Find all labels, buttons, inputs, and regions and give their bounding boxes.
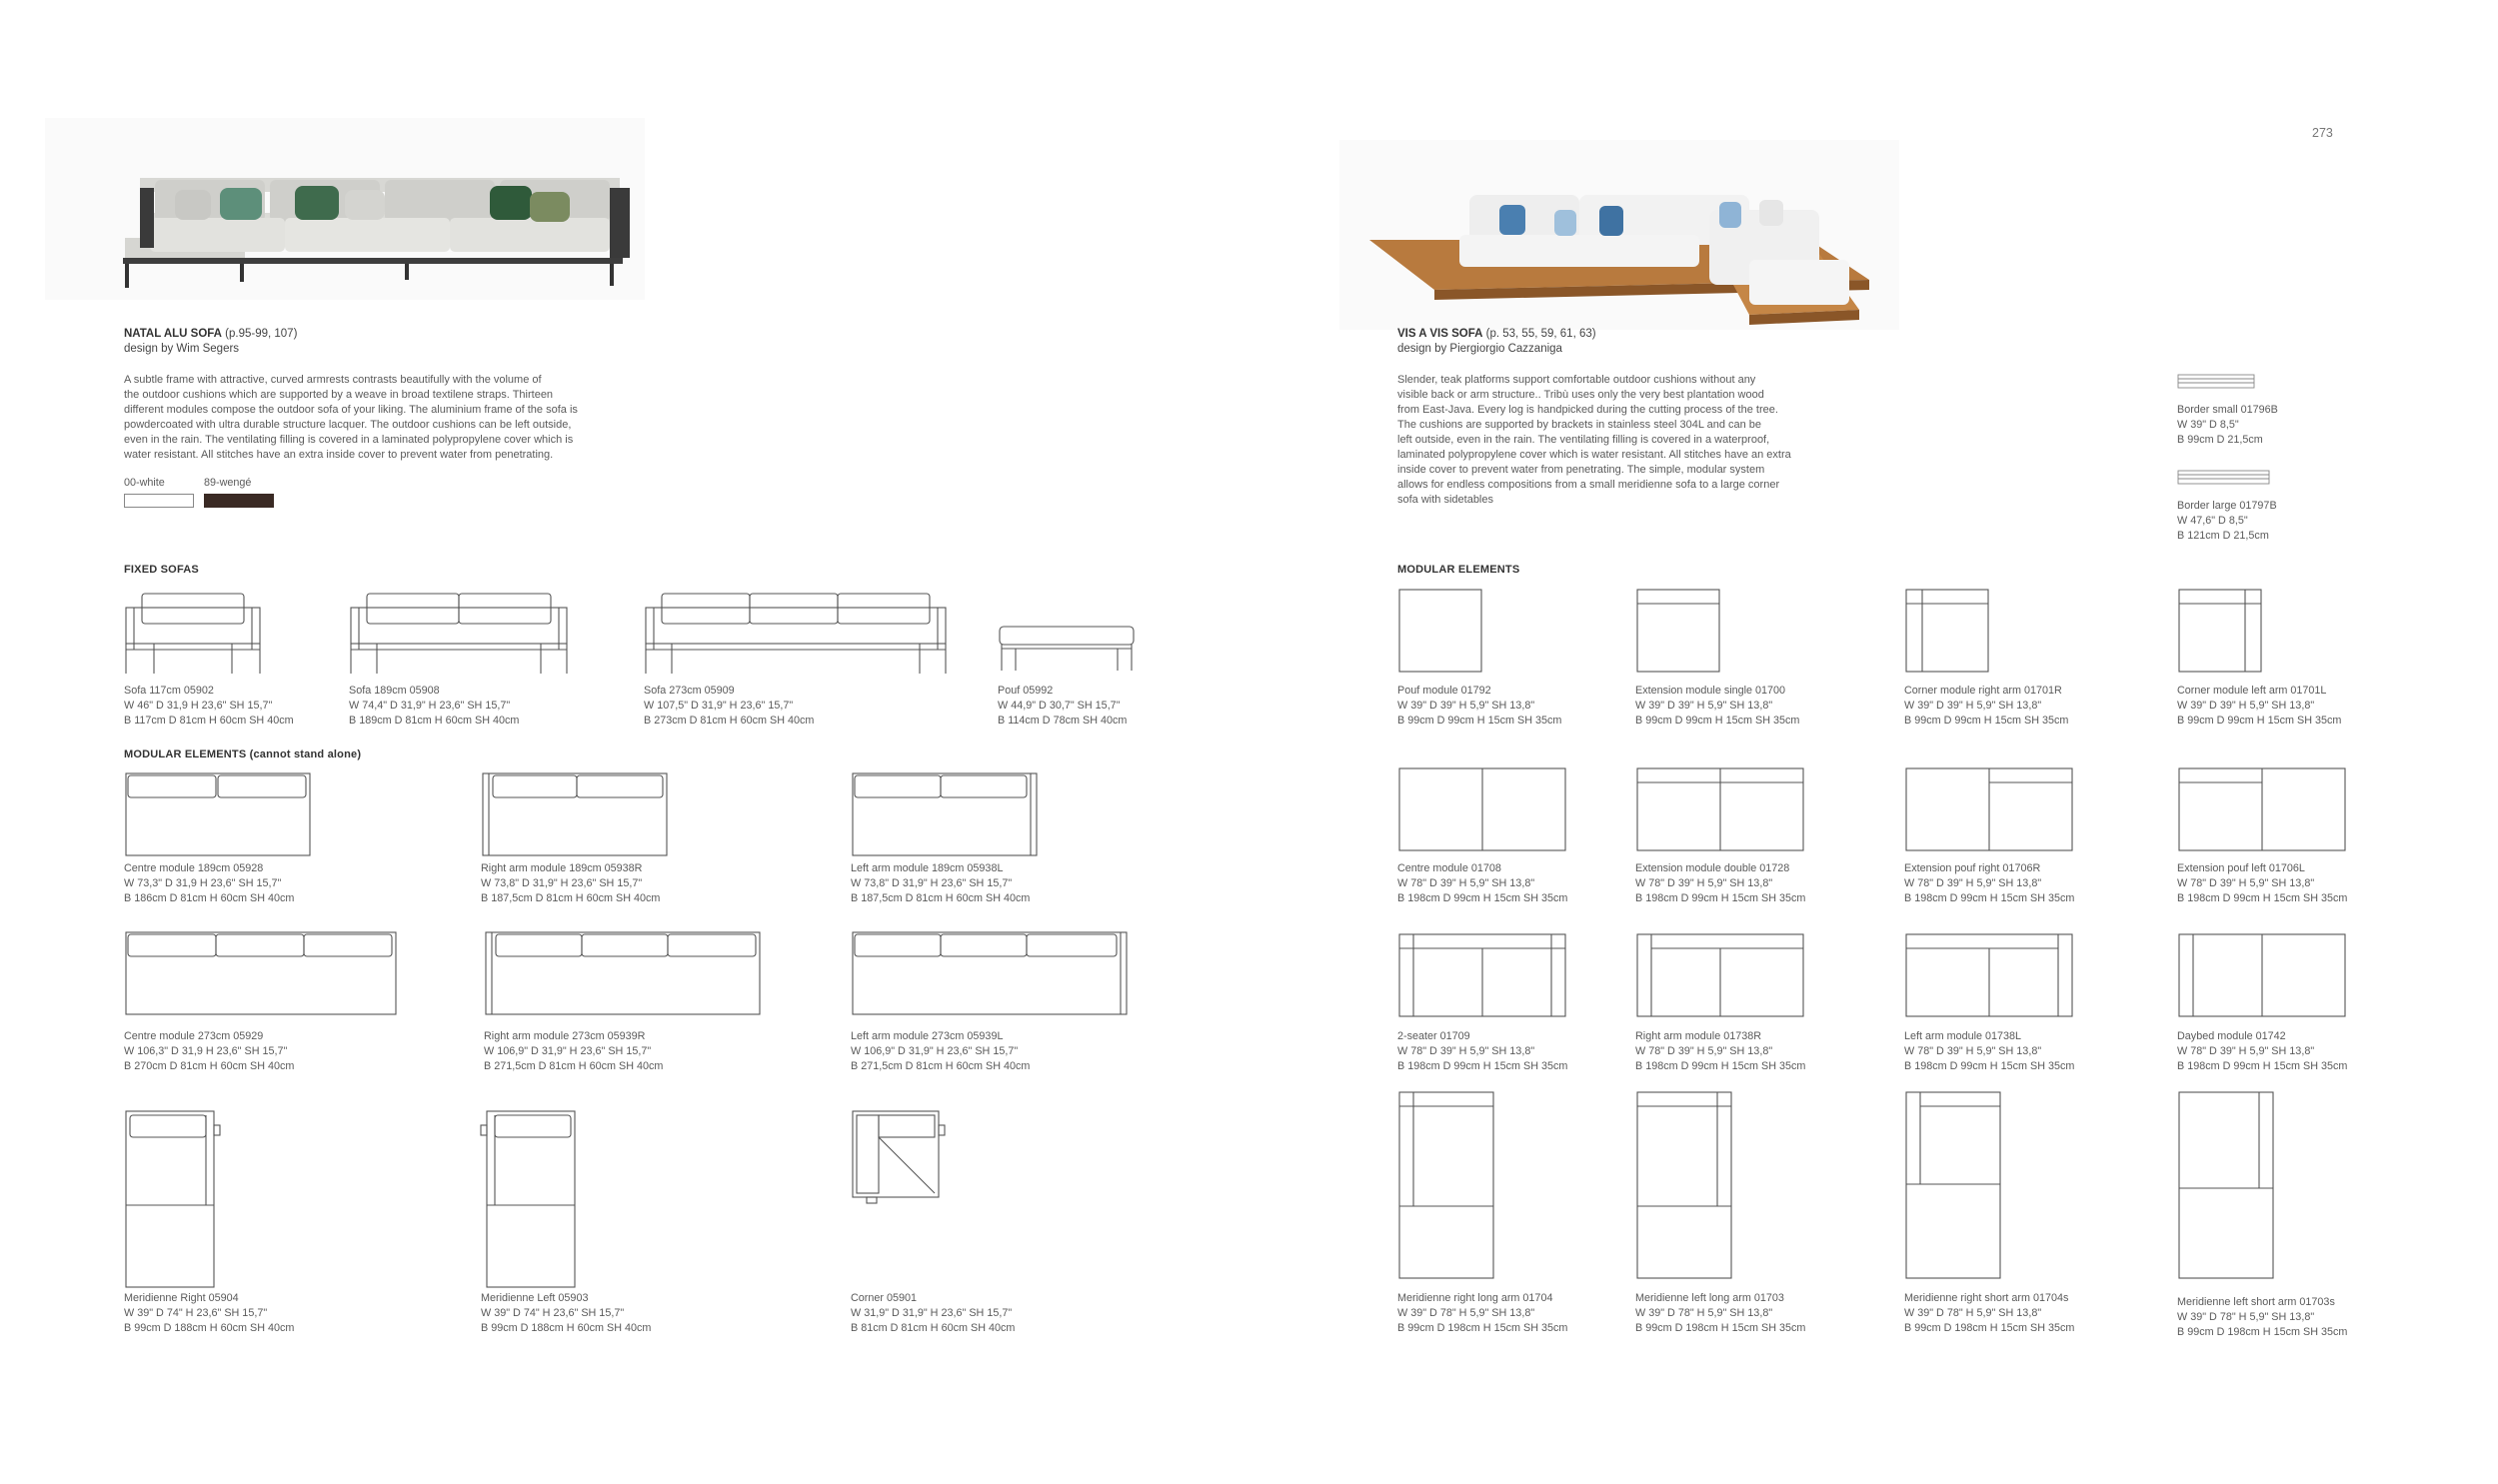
- modular-caption: [124, 1291, 294, 1336]
- modular-caption: [1635, 861, 1805, 906]
- dimensions-imperial: W 39" D 78" H 5,9" SH 13,8": [1397, 1307, 1535, 1319]
- dimensions-imperial: W 78" D 39" H 5,9" SH 13,8": [1904, 877, 2042, 889]
- dimensions-imperial: W 78" D 39" H 5,9" SH 13,8": [1904, 1045, 2042, 1057]
- drawing-extension-double: [1635, 766, 1807, 856]
- modular-heading-left: MODULAR ELEMENTS (cannot stand alone): [124, 748, 362, 760]
- drawing-sofa-117: [124, 590, 264, 680]
- natal-sofa-photo: [45, 118, 645, 300]
- drawing-meridienne-right-short: [1904, 1090, 2004, 1280]
- dimensions-imperial: W 39" D 78" H 5,9" SH 13,8": [1904, 1307, 2042, 1319]
- product-name: Meridienne Right 05904: [124, 1292, 239, 1304]
- visavis-desc-line: laminated polypropylene cover which is water resistant. All stitches have an extra: [1397, 449, 1791, 461]
- dimensions-metric: B 99cm D 198cm H 15cm SH 35cm: [1904, 1322, 2075, 1334]
- fixed-sofa-caption: [349, 684, 519, 729]
- visavis-desc-line: left outside, even in the rain. The ventilating filling is covered in a waterproof,: [1397, 434, 1770, 446]
- drawing-extension-single: [1635, 588, 1725, 678]
- visavis-desc-line: allows for endless compositions from a small meridienne sofa to a large corner: [1397, 479, 1780, 491]
- product-name: Corner module left arm 01701L: [2177, 685, 2327, 697]
- dimensions-imperial: W 73,8" D 31,9" H 23,6" SH 15,7": [481, 877, 643, 889]
- dimensions-metric: B 99cm D 21,5cm: [2177, 434, 2263, 446]
- product-name: Extension pouf left 01706L: [2177, 862, 2305, 874]
- dimensions-imperial: W 78" D 39" H 5,9" SH 13,8": [1635, 1045, 1773, 1057]
- dimensions-imperial: W 39" D 78" H 5,9" SH 13,8": [1635, 1307, 1773, 1319]
- drawing-centre-189: [124, 771, 314, 861]
- drawing-extension-pouf-right: [1904, 766, 2076, 856]
- drawing-sofa-273: [644, 590, 949, 680]
- modular-caption: [2177, 861, 2347, 906]
- dimensions-imperial: W 39" D 74" H 23,6" SH 15,7": [481, 1307, 625, 1319]
- dimensions-imperial: W 46" D 31,9 H 23,6" SH 15,7": [124, 700, 273, 712]
- dimensions-metric: B 198cm D 99cm H 15cm SH 35cm: [1397, 1060, 1568, 1072]
- color-swatch-wenge: [204, 494, 274, 508]
- drawing-meridienne-left-short: [2177, 1090, 2277, 1280]
- dimensions-imperial: W 106,9" D 31,9" H 23,6" SH 15,7": [484, 1045, 652, 1057]
- product-name: Meridienne right short arm 01704s: [1904, 1292, 2069, 1304]
- product-name: Extension pouf right 01706R: [1904, 862, 2041, 874]
- dimensions-imperial: W 39" D 39" H 5,9" SH 13,8": [2177, 700, 2315, 712]
- drawing-corner: [851, 1109, 951, 1209]
- modular-caption: [2177, 1029, 2347, 1074]
- dimensions-metric: B 189cm D 81cm H 60cm SH 40cm: [349, 715, 520, 727]
- product-name: Meridienne Left 05903: [481, 1292, 589, 1304]
- visavis-description: [1397, 373, 1887, 508]
- border-caption: [2177, 499, 2277, 544]
- dimensions-metric: B 99cm D 198cm H 15cm SH 35cm: [1397, 1322, 1568, 1334]
- drawing-centre-module: [1397, 766, 1569, 856]
- modular-caption: [481, 1291, 651, 1336]
- modular-caption: [124, 1029, 294, 1074]
- dimensions-metric: B 81cm D 81cm H 60cm SH 40cm: [851, 1322, 1016, 1334]
- product-name: Sofa 189cm 05908: [349, 685, 440, 697]
- drawing-meridienne-left-long: [1635, 1090, 1735, 1280]
- product-name: Centre module 01708: [1397, 862, 1501, 874]
- product-name: 2-seater 01709: [1397, 1030, 1470, 1042]
- product-name: Right arm module 01738R: [1635, 1030, 1762, 1042]
- dimensions-metric: B 99cm D 198cm H 15cm SH 35cm: [2177, 1326, 2348, 1338]
- visavis-desc-line: from East-Java. Every log is handpicked during the cutting process of the tree.: [1397, 404, 1778, 416]
- visavis-sofa-photo: [1339, 140, 1899, 330]
- dimensions-imperial: W 78" D 39" H 5,9" SH 13,8": [1397, 1045, 1535, 1057]
- dimensions-metric: B 99cm D 99cm H 15cm SH 35cm: [1904, 715, 2069, 727]
- drawing-border-large: [2177, 470, 2272, 486]
- modular-caption: [1904, 861, 2074, 906]
- drawing-daybed-module: [2177, 932, 2349, 1022]
- visavis-desc-line: sofa with sidetables: [1397, 494, 1493, 506]
- product-name: Extension module double 01728: [1635, 862, 1790, 874]
- dimensions-metric: B 198cm D 99cm H 15cm SH 35cm: [1397, 892, 1568, 904]
- dimensions-metric: B 187,5cm D 81cm H 60cm SH 40cm: [481, 892, 661, 904]
- dimensions-metric: B 99cm D 188cm H 60cm SH 40cm: [481, 1322, 652, 1334]
- modular-caption: [1397, 1029, 1567, 1074]
- dimensions-metric: B 99cm D 198cm H 15cm SH 35cm: [1635, 1322, 1806, 1334]
- dimensions-metric: B 271,5cm D 81cm H 60cm SH 40cm: [484, 1060, 664, 1072]
- dimensions-metric: B 198cm D 99cm H 15cm SH 35cm: [1904, 1060, 2075, 1072]
- drawing-centre-273: [124, 930, 399, 1020]
- dimensions-imperial: W 39" D 39" H 5,9" SH 13,8": [1904, 700, 2042, 712]
- natal-sofa-illustration: [45, 118, 645, 300]
- drawing-right-arm-273: [484, 930, 764, 1020]
- product-name: Corner 05901: [851, 1292, 918, 1304]
- natal-title-block: [124, 327, 297, 357]
- modular-caption: [2177, 684, 2341, 729]
- visavis-product-name: VIS A VIS SOFA: [1397, 328, 1483, 340]
- dimensions-metric: B 270cm D 81cm H 60cm SH 40cm: [124, 1060, 295, 1072]
- color-label-white: 00-white: [124, 477, 165, 489]
- dimensions-metric: B 99cm D 99cm H 15cm SH 35cm: [1635, 715, 1800, 727]
- visavis-product-pages: (p. 53, 55, 59, 61, 63): [1485, 328, 1596, 340]
- dimensions-metric: B 186cm D 81cm H 60cm SH 40cm: [124, 892, 295, 904]
- dimensions-imperial: W 106,9" D 31,9" H 23,6" SH 15,7": [851, 1045, 1019, 1057]
- product-name: Daybed module 01742: [2177, 1030, 2286, 1042]
- dimensions-imperial: W 39" D 74" H 23,6" SH 15,7": [124, 1307, 268, 1319]
- natal-product-name: NATAL ALU SOFA: [124, 328, 222, 340]
- product-name: Left arm module 01738L: [1904, 1030, 2022, 1042]
- product-name: Left arm module 273cm 05939L: [851, 1030, 1004, 1042]
- natal-description: [124, 373, 684, 463]
- dimensions-metric: B 198cm D 99cm H 15cm SH 35cm: [1904, 892, 2075, 904]
- dimensions-metric: B 187,5cm D 81cm H 60cm SH 40cm: [851, 892, 1031, 904]
- fixed-sofa-caption: [644, 684, 814, 729]
- dimensions-imperial: W 31,9" D 31,9" H 23,6" SH 15,7": [851, 1307, 1013, 1319]
- visavis-title-block: [1397, 327, 1596, 357]
- dimensions-imperial: W 47,6" D 8,5": [2177, 515, 2248, 527]
- modular-caption: [851, 1291, 1015, 1336]
- dimensions-imperial: W 107,5" D 31,9" H 23,6" 15,7": [644, 700, 794, 712]
- modular-caption: [851, 861, 1030, 906]
- dimensions-imperial: W 78" D 39" H 5,9" SH 13,8": [1635, 877, 1773, 889]
- drawing-meridienne-right-long: [1397, 1090, 1497, 1280]
- product-name: Meridienne left long arm 01703: [1635, 1292, 1784, 1304]
- product-name: Pouf module 01792: [1397, 685, 1491, 697]
- product-name: Border small 01796B: [2177, 404, 2278, 416]
- natal-desc-line: different modules compose the outdoor sofa of your liking. The aluminium frame of the sofa is: [124, 404, 578, 416]
- color-label-wenge: 89-wengé: [204, 477, 252, 489]
- dimensions-imperial: W 73,3" D 31,9 H 23,6" SH 15,7": [124, 877, 282, 889]
- border-caption: [2177, 403, 2278, 448]
- dimensions-imperial: W 44,9" D 30,7" SH 15,7": [998, 700, 1121, 712]
- modular-caption: [1397, 861, 1567, 906]
- dimensions-imperial: W 74,4" D 31,9" H 23,6" SH 15,7": [349, 700, 511, 712]
- product-name: Sofa 117cm 05902: [124, 685, 214, 697]
- dimensions-metric: B 114cm D 78cm SH 40cm: [998, 715, 1128, 727]
- modular-caption: [1635, 1029, 1805, 1074]
- modular-caption: [1904, 1291, 2074, 1336]
- modular-caption: [1397, 684, 1561, 729]
- dimensions-imperial: W 39" D 8,5": [2177, 419, 2239, 431]
- drawing-pouf-module: [1397, 588, 1487, 678]
- modular-caption: [1635, 1291, 1805, 1336]
- modular-caption: [484, 1029, 663, 1074]
- fixed-sofas-heading: FIXED SOFAS: [124, 564, 199, 576]
- modular-caption: [1904, 684, 2068, 729]
- drawing-left-arm-module: [1904, 932, 2076, 1022]
- drawing-meridienne-left: [481, 1109, 581, 1289]
- drawing-corner-left-arm: [2177, 588, 2267, 678]
- dimensions-metric: B 117cm D 81cm H 60cm SH 40cm: [124, 715, 294, 727]
- product-name: Meridienne right long arm 01704: [1397, 1292, 1553, 1304]
- product-name: Corner module right arm 01701R: [1904, 685, 2062, 697]
- visavis-desc-line: inside cover to prevent water from penetrating. The simple, modular system: [1397, 464, 1765, 476]
- natal-designer: design by Wim Segers: [124, 343, 240, 355]
- dimensions-metric: B 271,5cm D 81cm H 60cm SH 40cm: [851, 1060, 1031, 1072]
- drawing-right-arm-189: [481, 771, 671, 861]
- drawing-meridienne-right: [124, 1109, 224, 1289]
- modular-caption: [1397, 1291, 1567, 1336]
- visavis-desc-line: Slender, teak platforms support comfortable outdoor cushions without any: [1397, 374, 1756, 386]
- drawing-pouf: [998, 625, 1138, 675]
- dimensions-imperial: W 78" D 39" H 5,9" SH 13,8": [2177, 1045, 2315, 1057]
- natal-desc-line: water resistant. All stitches have an extra inside cover to prevent water from penetrating.: [124, 449, 554, 461]
- fixed-sofa-caption: [124, 684, 294, 729]
- dimensions-metric: B 198cm D 99cm H 15cm SH 35cm: [2177, 892, 2348, 904]
- dimensions-imperial: W 39" D 39" H 5,9" SH 13,8": [1397, 700, 1535, 712]
- dimensions-imperial: W 106,3" D 31,9 H 23,6" SH 15,7": [124, 1045, 288, 1057]
- modular-caption: [124, 861, 294, 906]
- dimensions-imperial: W 73,8" D 31,9" H 23,6" SH 15,7": [851, 877, 1013, 889]
- modular-caption: [1904, 1029, 2074, 1074]
- drawing-2-seater: [1397, 932, 1569, 1022]
- product-name: Right arm module 273cm 05939R: [484, 1030, 646, 1042]
- modular-caption: [481, 861, 660, 906]
- product-name: Centre module 189cm 05928: [124, 862, 264, 874]
- visavis-designer: design by Piergiorgio Cazzaniga: [1397, 343, 1562, 355]
- page-number-right: 273: [2312, 126, 2333, 140]
- dimensions-metric: B 198cm D 99cm H 15cm SH 35cm: [1635, 892, 1806, 904]
- product-name: Extension module single 01700: [1635, 685, 1786, 697]
- product-name: Sofa 273cm 05909: [644, 685, 735, 697]
- natal-desc-line: A subtle frame with attractive, curved armrests contrasts beautifully with the volume of: [124, 374, 542, 386]
- color-swatch-white: [124, 494, 194, 508]
- product-name: Centre module 273cm 05929: [124, 1030, 264, 1042]
- drawing-border-small: [2177, 374, 2257, 390]
- drawing-left-arm-273: [851, 930, 1131, 1020]
- product-name: Right arm module 189cm 05938R: [481, 862, 643, 874]
- dimensions-metric: B 273cm D 81cm H 60cm SH 40cm: [644, 715, 815, 727]
- modular-caption: [2177, 1295, 2347, 1340]
- dimensions-metric: B 99cm D 99cm H 15cm SH 35cm: [2177, 715, 2342, 727]
- natal-product-pages: (p.95-99, 107): [225, 328, 298, 340]
- drawing-corner-right-arm: [1904, 588, 1994, 678]
- dimensions-metric: B 198cm D 99cm H 15cm SH 35cm: [2177, 1060, 2348, 1072]
- visavis-desc-line: visible back or arm structure.. Tribù uses only the very best plantation wood: [1397, 389, 1764, 401]
- visavis-sofa-illustration: [1339, 140, 1899, 330]
- dimensions-metric: B 99cm D 99cm H 15cm SH 35cm: [1397, 715, 1562, 727]
- dimensions-metric: B 99cm D 188cm H 60cm SH 40cm: [124, 1322, 295, 1334]
- drawing-extension-pouf-left: [2177, 766, 2349, 856]
- natal-desc-line: even in the rain. The ventilating filling is covered in a laminated polypropylene cover which is: [124, 434, 574, 446]
- natal-desc-line: powdercoated with ultra durable structure lacquer. The outdoor cushions can be left outside,: [124, 419, 572, 431]
- modular-heading-right: MODULAR ELEMENTS: [1397, 564, 1520, 576]
- drawing-right-arm-module: [1635, 932, 1807, 1022]
- visavis-desc-line: The cushions are supported by brackets in stainless steel 304L and can be: [1397, 419, 1762, 431]
- dimensions-metric: B 121cm D 21,5cm: [2177, 530, 2269, 542]
- modular-caption: [1635, 684, 1799, 729]
- drawing-sofa-189: [349, 590, 569, 680]
- dimensions-imperial: W 39" D 39" H 5,9" SH 13,8": [1635, 700, 1773, 712]
- dimensions-imperial: W 39" D 78" H 5,9" SH 13,8": [2177, 1311, 2315, 1323]
- dimensions-imperial: W 78" D 39" H 5,9" SH 13,8": [1397, 877, 1535, 889]
- product-name: Pouf 05992: [998, 685, 1054, 697]
- natal-desc-line: the outdoor cushions which are supported by a weave in broad textilene straps. Thirteen: [124, 389, 554, 401]
- drawing-left-arm-189: [851, 771, 1041, 861]
- fixed-sofa-caption: [998, 684, 1127, 729]
- dimensions-metric: B 198cm D 99cm H 15cm SH 35cm: [1635, 1060, 1806, 1072]
- product-name: Border large 01797B: [2177, 500, 2277, 512]
- modular-caption: [851, 1029, 1030, 1074]
- product-name: Left arm module 189cm 05938L: [851, 862, 1004, 874]
- product-name: Meridienne left short arm 01703s: [2177, 1296, 2335, 1308]
- dimensions-imperial: W 78" D 39" H 5,9" SH 13,8": [2177, 877, 2315, 889]
